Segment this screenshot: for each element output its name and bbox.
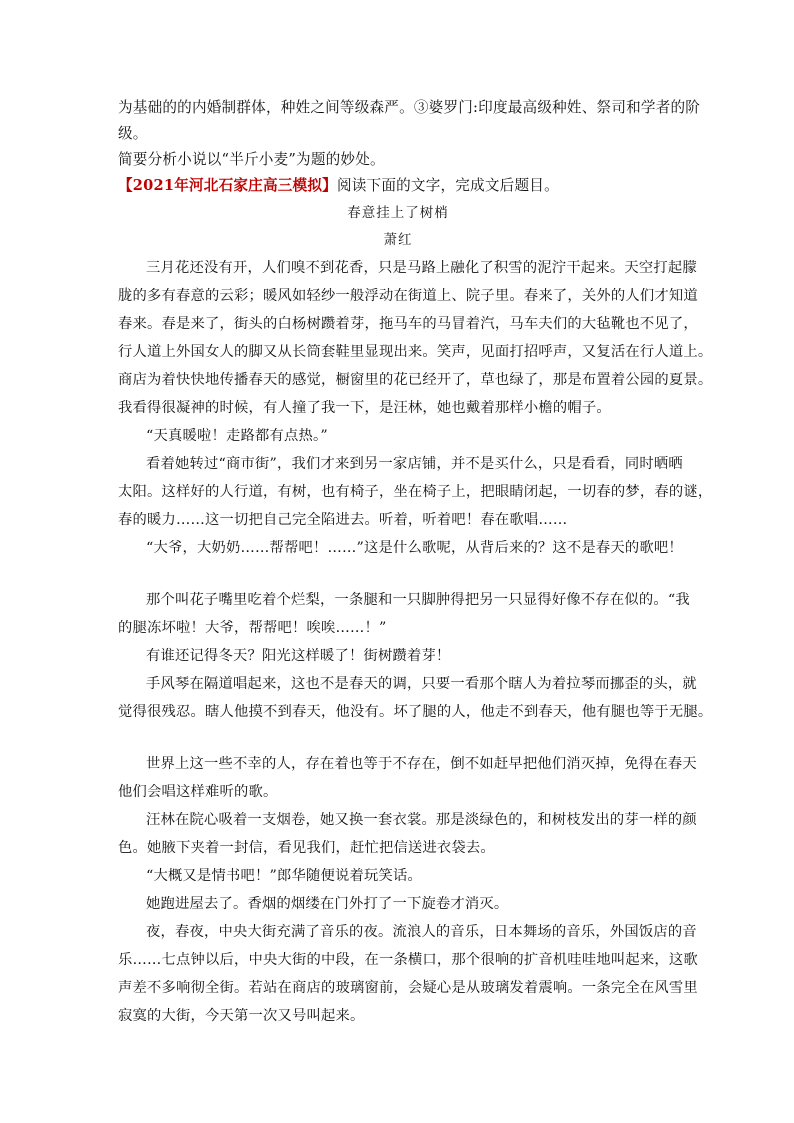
para-4-line-1: “大爷，大奶奶……帮帮吧！……”这是什么歌呢，从背后来的？这不是春天的歌吧！ bbox=[146, 540, 683, 556]
para-7-line-2: 觉得很残忍。瞎人他摸不到春天，他没有。坏了腿的人，他走不到春天，他有腿也等于无腿。 bbox=[118, 704, 713, 720]
para-8-line-1: 世界上这一些不幸的人，存在着也等于不存在，倒不如赶早把他们消灭掉，免得在春天 bbox=[146, 756, 697, 772]
para-1-line-2: 胧的多有春意的云彩；暖风如轻纱一般浮动在街道上、院子里。春来了，关外的人们才知道 bbox=[118, 288, 698, 304]
para-12-line-3: 声差不多响彻全街。若站在商店的玻璃窗前，会疑心是从玻璃发着震响。一条完全在风雪里 bbox=[118, 980, 698, 996]
para-10-line-1: “大概又是情书吧！”郎华随便说着玩笑话。 bbox=[146, 868, 422, 884]
para-1-line-4: 行人道上外国女人的脚又从长筒套鞋里显现出来。笑声，见面打招呼声，又复活在行人道上。 bbox=[118, 344, 713, 360]
para-9-line-2: 色。她腋下夹着一封信，看见我们，赶忙把信送进衣袋去。 bbox=[118, 840, 495, 856]
exam-source-tag: 【2021年河北石家庄高三模拟】 bbox=[118, 177, 337, 194]
para-5-line-2: 的腿冻坏啦！大爷，帮帮吧！唉唉……！” bbox=[118, 620, 387, 636]
para-3-line-3: 春的暖力……这一切把自己完全陷进去。听着，听着吧！春在歌唱…… bbox=[118, 512, 568, 528]
intro-line-1: 为基础的的内婚制群体，种姓之间等级森严。③婆罗门:印度最高级种姓、祭司和学者的阶 bbox=[118, 99, 701, 116]
para-6-line-1: 有谁还记得冬天？阳光这样暖了！街树躜着芽！ bbox=[146, 648, 451, 664]
para-3-line-1: 看着她转过“商市街”，我们才来到另一家店铺，并不是买什么，只是看看，同时晒晒 bbox=[146, 456, 683, 472]
question-line: 简要分析小说以“半斤小麦”为题的妙处。 bbox=[118, 151, 385, 168]
para-5-line-1: 那个叫花子嘴里吃着个烂梨，一条腿和一只脚肿得把另一只显得好像不存在似的。“我 bbox=[146, 592, 690, 608]
para-1-line-1: 三月花还没有开，人们嗅不到花香，只是马路上融化了积雪的泥泞干起来。天空打起朦 bbox=[146, 260, 697, 276]
article-author: 萧红 bbox=[383, 232, 413, 248]
article-title: 春意挂上了树梢 bbox=[347, 205, 449, 221]
para-9-line-1: 汪林在院心吸着一支烟卷，她又换一套衣裳。那是淡绿色的，和树枝发出的芽一样的颜 bbox=[146, 812, 697, 828]
exam-heading bbox=[118, 176, 678, 196]
para-11-line-1: 她跑进屋去了。香烟的烟缕在门外打了一下旋卷才消灭。 bbox=[146, 896, 509, 912]
para-7-line-1: 手风琴在隔道唱起来，这也不是春天的调，只要一看那个瞎人为着拉琴而挪歪的头，就 bbox=[146, 676, 697, 692]
para-12-line-1: 夜，春夜，中央大街充满了音乐的夜。流浪人的音乐，日本舞场的音乐，外国饭店的音 bbox=[146, 924, 697, 940]
para-1-line-3: 春来。春是来了，街头的白杨树躜着芽，拖马车的马冒着汽，马车夫们的大毡靴也不见了， bbox=[118, 316, 698, 332]
exam-instruction: 阅读下面的文字，完成文后题目。 bbox=[336, 177, 559, 194]
intro-line-2: 级。 bbox=[118, 125, 148, 142]
para-3-line-2: 太阳。这样好的人行道，有树，也有椅子，坐在椅子上，把眼睛闭起，一切春的梦，春的谜， bbox=[118, 484, 713, 500]
para-2-line-1: “天真暖啦！走路都有点热。” bbox=[146, 428, 328, 444]
para-1-line-5: 商店为着快快地传播春天的感觉，橱窗里的花已经开了，草也绿了，那是布置着公园的夏景。 bbox=[118, 372, 713, 388]
para-1-line-6: 我看得很凝神的时候，有人撞了我一下，是汪林，她也戴着那样小檐的帽子。 bbox=[118, 400, 611, 416]
para-12-line-2: 乐……七点钟以后，中央大街的中段，在一条横口，那个很响的扩音机哇哇地叫起来，这歌 bbox=[118, 952, 698, 968]
para-8-line-2: 他们会唱这样难听的歌。 bbox=[118, 784, 278, 800]
para-12-line-4: 寂寞的大街，今天第一次又号叫起来。 bbox=[118, 1008, 365, 1024]
